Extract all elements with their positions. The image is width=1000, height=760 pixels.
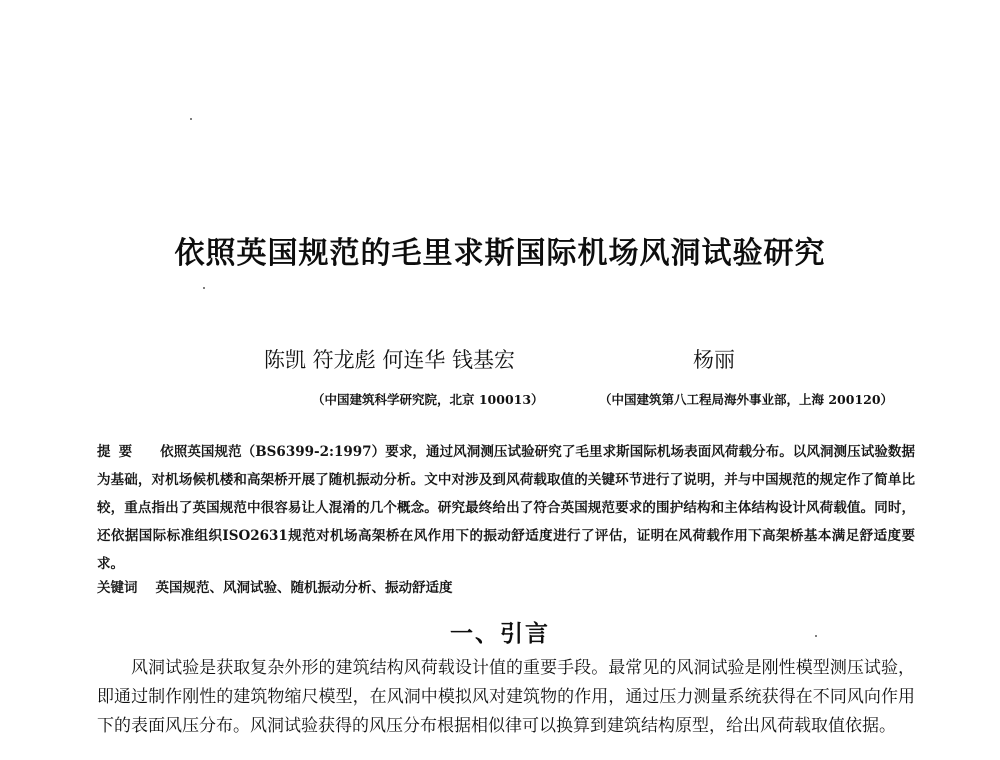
abstract-label: 提要 [97,444,141,460]
authors-group-2: 杨丽 [693,348,735,372]
scan-speck [203,287,205,289]
section-heading: 一、引言 [450,621,550,647]
affiliation-1: （中国建筑科学研究院，北京 100013） [312,392,544,407]
scan-speck [190,118,192,120]
keywords-text: 英国规范、风洞试验、随机振动分析、振动舒适度 [155,580,453,596]
authors-group-1: 陈凯 符龙彪 何连华 钱基宏 [264,348,516,372]
keywords-label: 关键词 [97,580,138,596]
abstract-text: 依照英国规范（BS6399-2:1997）要求，通过风洞测压试验研究了毛里求斯国际机场表面风荷载分布。以风洞测压试验数据为基础，对机场候机楼和高架桥开展了随机振动分析。文中对涉及到风荷载取值的关键环节进行了说明，并与中国规范的规定作了简单比较，重点指出了英国规范中很容易让人混淆的几个概念。研究最终给出了符合英国规范要求的围护结构和主体结构设计风荷载值。同时，还依据国际标准组织ISO2631规范对机场高架桥在风作用下的振动舒适度进行了评估，证明在风荷载作用下高架桥基本满足舒适度要求。 [97,444,915,572]
paper-title: 依照英国规范的毛里求斯国际机场风洞试验研究 [174,236,826,271]
affiliation-2: （中国建筑第八工程局海外事业部，上海 200120） [599,392,894,407]
abstract [97,438,915,578]
keywords [97,576,915,596]
body-paragraph: 风洞试验是获取复杂外形的建筑结构风荷载设计值的重要手段。最常见的风洞试验是刚性模型测压试验，即通过制作刚性的建筑物缩尺模型，在风洞中模拟风对建筑物的作用，通过压力测量系统获得在不同风向作用下的表面风压分布。风洞试验获得的风压分布根据相似律可以换算到建筑结构原型，给出风荷载取值依据。 [97,658,915,736]
